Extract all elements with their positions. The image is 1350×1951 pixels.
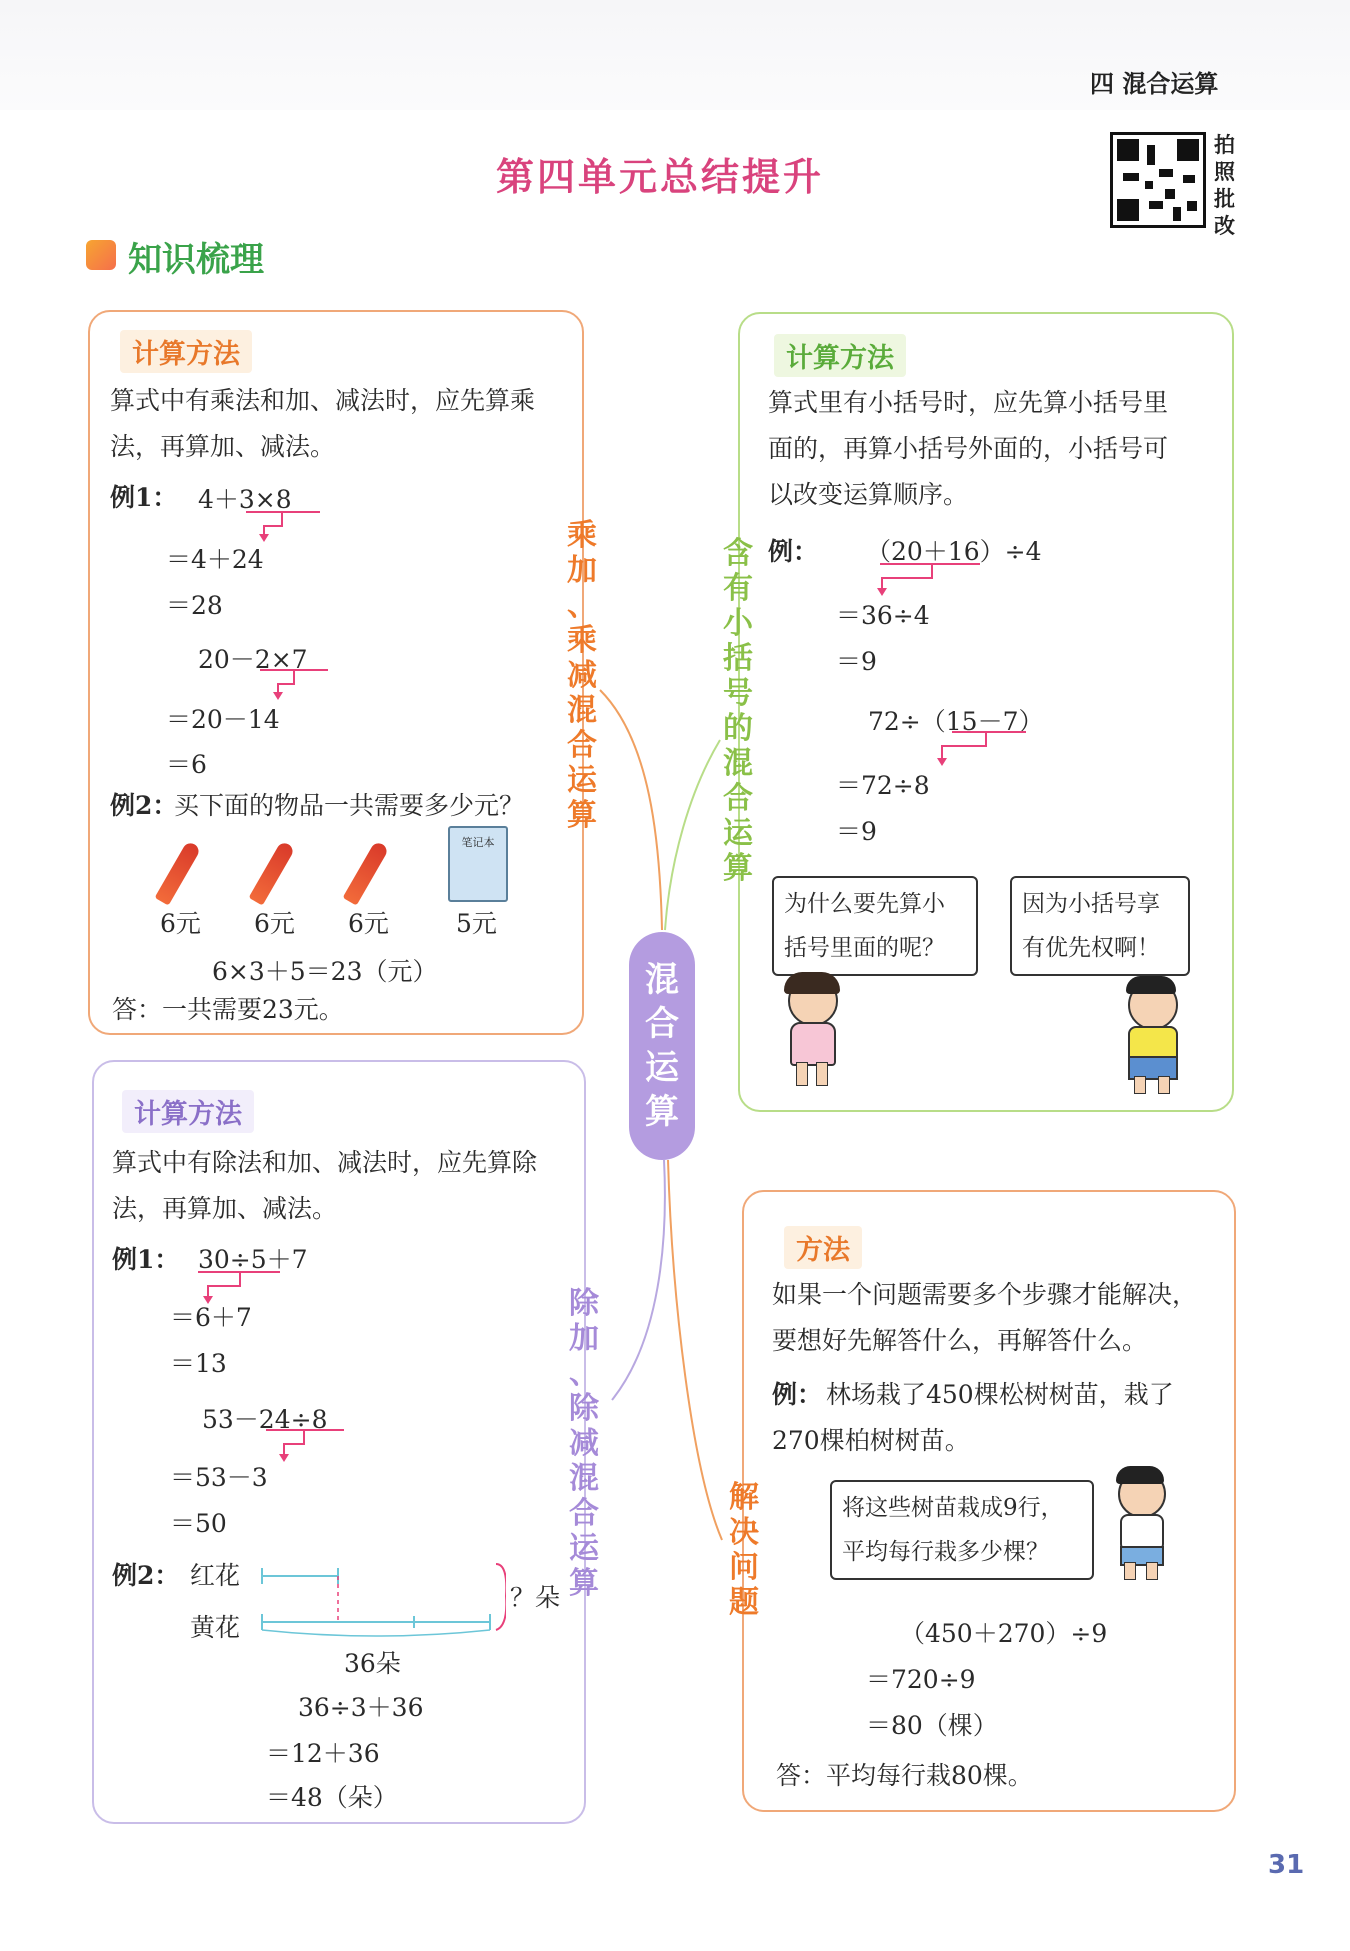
branch-label: 解 决 问 题 [729, 1480, 759, 1620]
example-label: 例： [768, 537, 819, 566]
math-line: （20＋16）÷4 [866, 537, 1042, 566]
unit-header: 四 混合运算 [1090, 70, 1219, 98]
method-tag: 计算方法 [122, 1090, 254, 1133]
calc-line: 6×3＋5＝23（元） [212, 957, 438, 986]
order-arrow [240, 510, 330, 544]
calc-line: （450＋270）÷9 [900, 1619, 1108, 1648]
calc-line: 36÷3＋36 [298, 1693, 424, 1722]
calc-line: ＝720÷9 [866, 1665, 976, 1694]
price-label: 5元 [456, 909, 497, 938]
example-label: 例： [772, 1380, 823, 1409]
rule-text: 算式中有除法和加、减法时，应先算除 法，再算加、减法。 [112, 1148, 538, 1223]
calc-line: ＝80（棵） [866, 1711, 998, 1740]
price-label: 6元 [348, 909, 389, 938]
math-line: 53－24÷8 [202, 1405, 328, 1434]
example-label: 例2： [110, 791, 178, 820]
page-number: 31 [1268, 1850, 1305, 1880]
boy-illustration [1118, 980, 1184, 1094]
pen-icon [170, 840, 186, 906]
example-label: 例1： [112, 1245, 180, 1274]
math-line: ＝4＋24 [166, 545, 264, 574]
math-line: ＝72÷8 [836, 771, 930, 800]
order-arrow [256, 668, 346, 702]
qr-label: 拍 照 批 改 [1214, 133, 1235, 238]
example-text: 林场栽了450棵松树树苗，栽了 270棵柏树树苗。 [772, 1380, 1174, 1455]
rule-text: 算式里有小括号时，应先算小括号里 面的，再算小括号外面的，小括号可 以改变运算顺序。 [768, 388, 1169, 509]
math-line: 72÷（15－7） [868, 707, 1044, 736]
girl-illustration [782, 976, 842, 1086]
rule-text: 如果一个问题需要多个步骤才能解决， 要想好先解答什么，再解答什么。 [772, 1280, 1198, 1355]
math-line: ＝28 [166, 591, 223, 620]
yellow-flower-label: 黄花 [190, 1613, 241, 1642]
boy-illustration [1112, 1470, 1168, 1580]
method-tag: 计算方法 [774, 334, 906, 377]
rule-text: 算式中有乘法和加、减法时，应先算乘 法，再算加、减法。 [110, 386, 536, 461]
math-line: ＝50 [170, 1509, 227, 1538]
speech-bubble-boy: 将这些树苗栽成9行， 平均每行栽多少棵？ [830, 1480, 1094, 1580]
page-title: 第四单元总结提升 [495, 155, 824, 199]
price-label: 6元 [160, 909, 201, 938]
branch-label: 除 加 、 除 减 混 合 运 算 [569, 1286, 599, 1601]
red-flower-label: 红花 [190, 1561, 241, 1590]
speech-bubble-girl: 为什么要先算小 括号里面的呢？ [772, 876, 978, 976]
unknown-label: ？朵 [510, 1583, 561, 1612]
math-line: ＝9 [836, 817, 877, 846]
section-title: 知识梳理 [128, 240, 264, 280]
math-line: ＝53－3 [170, 1463, 268, 1492]
math-line: ＝6 [166, 750, 207, 779]
speech-bubble-boy: 因为小括号享 有优先权啊！ [1010, 876, 1190, 976]
calc-line: ＝12＋36 [266, 1739, 380, 1768]
method-tag: 方法 [784, 1226, 862, 1269]
example-label: 例2： [112, 1561, 180, 1590]
order-arrow [932, 730, 1032, 770]
total-label: 36朵 [344, 1649, 401, 1678]
math-line: ＝9 [836, 647, 877, 676]
pen-icon [358, 840, 374, 906]
example-question: 买下面的物品一共需要多少元？ [174, 791, 525, 820]
price-label: 6元 [254, 909, 295, 938]
order-arrow [258, 1428, 358, 1464]
calc-line: ＝48（朵） [266, 1783, 398, 1812]
math-line: ＝20－14 [166, 705, 280, 734]
math-line: ＝13 [170, 1349, 227, 1378]
segment-diagram [256, 1560, 506, 1640]
math-line: ＝36÷4 [836, 601, 930, 630]
math-line: 30÷5＋7 [198, 1245, 308, 1274]
order-arrow [876, 562, 986, 598]
answer-text: 答：一共需要23元。 [112, 995, 344, 1024]
math-line: 20－2×7 [198, 645, 308, 674]
pen-icon [264, 840, 280, 906]
answer-text: 答：平均每行栽80棵。 [776, 1761, 1033, 1790]
example-label: 例1： [110, 483, 178, 512]
branch-label: 含 有 小 括 号 的 混 合 运 算 [723, 536, 753, 886]
notebook-icon: 笔记本 [448, 826, 508, 902]
math-line: 4＋3×8 [198, 485, 292, 514]
branch-label: 乘 加 、 乘 减 混 合 运 算 [567, 518, 597, 833]
method-tag: 计算方法 [120, 330, 252, 373]
center-topic: 混 合 运 算 [629, 932, 695, 1160]
math-line: ＝6＋7 [170, 1303, 252, 1332]
